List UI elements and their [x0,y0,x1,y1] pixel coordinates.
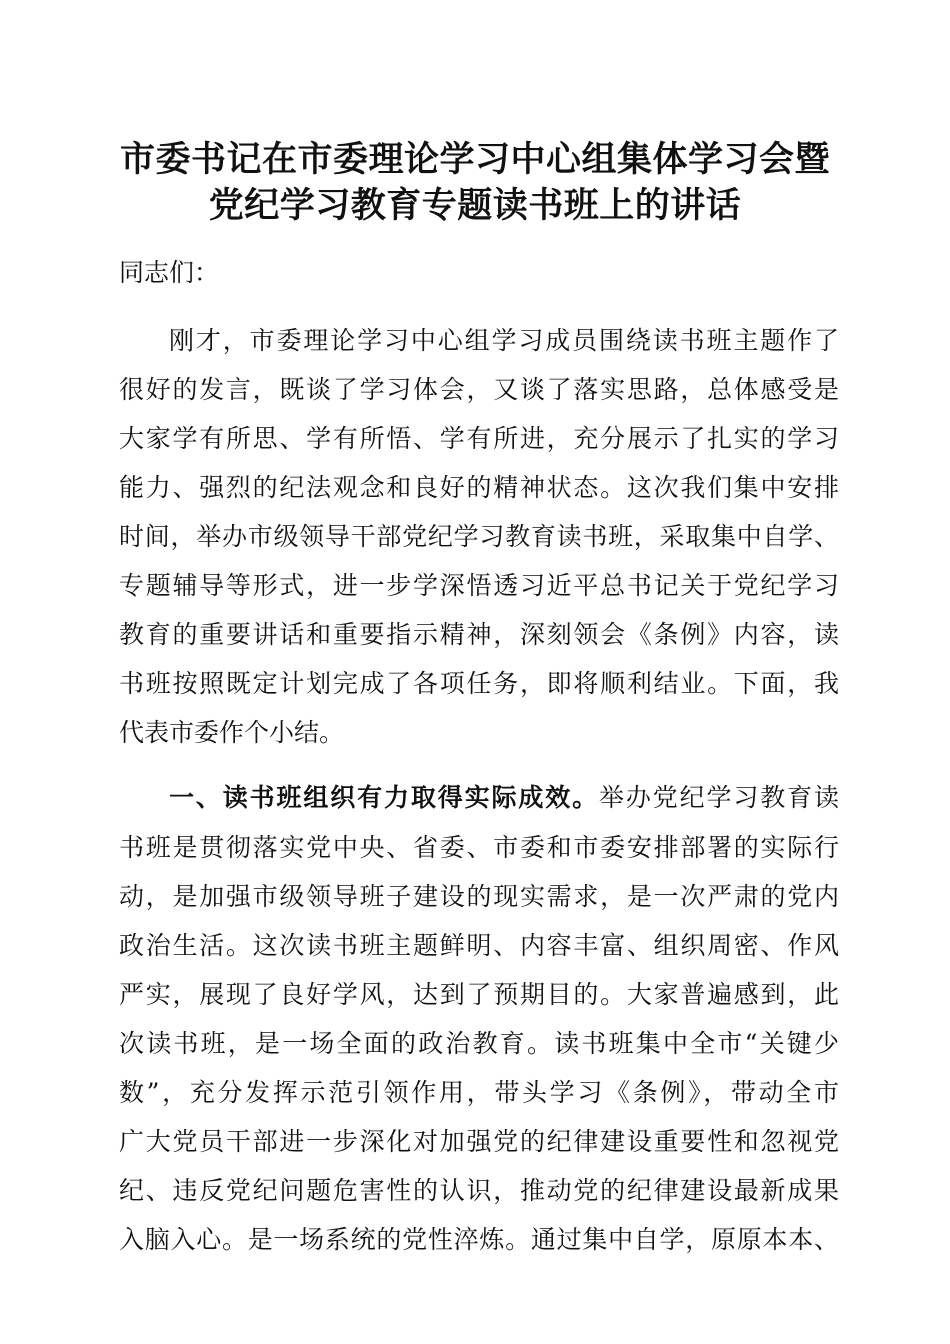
paragraph-1-line: 代表市委作个小结。 [119,718,345,747]
section-1-line: 数”，充分发挥示范引领作用，带头学习《条例》，带动全市 [119,1078,839,1107]
section-1-line: 入脑入心。是一场系统的党性淬炼。通过集中自学，原原本本、 [119,1225,839,1254]
section-1-line: 广大党员干部进一步深化对加强党的纪律建设重要性和忽视党 [119,1127,839,1156]
salutation: 同志们： [119,258,220,287]
paragraph-1-line: 书班按照既定计划完成了各项任务，即将顺利结业。下面，我 [119,669,839,698]
section-1-line: 政治生活。这次读书班主题鲜明、内容丰富、组织周密、作风 [119,931,839,960]
section-1-first-line-text: 举办党纪学习教育读 [598,783,839,812]
paragraph-1-line: 刚才，市委理论学习中心组学习成员围绕读书班主题作了 [169,326,839,355]
section-1-line: 动，是加强市级领导班子建设的现实需求，是一次严肃的党内 [119,882,839,911]
paragraph-1-line: 大家学有所思、学有所悟、学有所进，充分展示了扎实的学习 [119,424,839,453]
paragraph-1-line: 时间，举办市级领导干部党纪学习教育读书班，采取集中自学、 [119,522,839,551]
paragraph-1-line: 专题辅导等形式，进一步学深悟透习近平总书记关于党纪学习 [119,571,839,600]
document-title-line-2: 党纪学习教育专题读书班上的讲话 [208,185,742,226]
section-1-line: 严实，展现了良好学风，达到了预期目的。大家普遍感到，此 [119,980,839,1009]
section-1-heading: 一、读书班组织有力取得实际成效。 [169,783,599,812]
paragraph-1-line: 教育的重要讲话和重要指示精神，深刻领会《条例》内容，读 [119,620,839,649]
paragraph-1-line: 很好的发言，既谈了学习体会，又谈了落实思路，总体感受是 [119,375,839,404]
section-1-first-line [169,772,839,824]
section-1-line: 书班是贯彻落实党中央、省委、市委和市委安排部署的实际行 [119,833,839,862]
section-1-line: 次读书班，是一场全面的政治教育。读书班集中全市“关键少 [119,1029,839,1058]
section-1-line: 纪、违反党纪问题危害性的认识，推动党的纪律建设最新成果 [119,1176,839,1205]
document-title-line-1: 市委书记在市委理论学习中心组集体学习会暨 [119,139,830,180]
paragraph-1-line: 能力、强烈的纪法观念和良好的精神状态。这次我们集中安排 [119,473,839,502]
